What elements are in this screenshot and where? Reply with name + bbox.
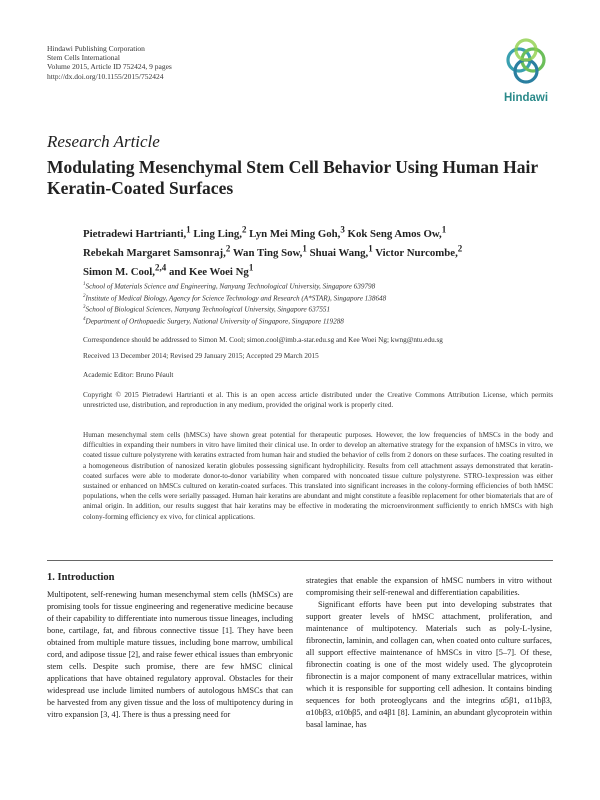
copyright-notice: Copyright © 2015 Pietradewi Hartrianti et al. This is an open access article distributed under the Creative Commons Attribution License, which permits unrestricted use, distribution, and reproduction in any medium, provided the original work is properly cited. (83, 391, 553, 410)
affiliation: $^2$Institute of Medical Biology, Agency for Science Technology and Research (A*STAR), Singapore 138648 (83, 293, 387, 303)
paragraph: Multipotent, self-renewing human mesenchymal stem cells (hMSCs) are promising tools for tissue engineering and regenerative medicine because of their capability to differentiate into numerous tissue lineages, including bone, cartilage, fat, and fibrous connective tissue [1]. They have been obtained from multiple mature tissues, including bone marrow, umbilical cord, and adipose tissue [2], and raise fewer ethical issues than embryonic stem cells. Despite such promise, there are few hMSC clinical applications that have obtained regulatory approval. Obstacles for their widespread use include limited numbers of autologous hMSCs that can be harvested from any given tissue and the loss of multipotency during in vitro expansion [3, 4]. There is thus a pressing need for (47, 590, 293, 719)
abstract: Human mesenchymal stem cells (hMSCs) have shown great potential for therapeutic purposes. However, the low frequencies of hMSCs in the body and difficulties in expanding their numbers in vitro have limited their clinical use. In order to develop an alternative strategy for the expansion of hMSCs in vitro, we coated tissue culture polystyrene with keratins extracted from human hair and studied the behavior of cells from 2 donors on these surfaces. The coating resulted in a homogeneous distribution of nanosized keratin globules possessing significant hydrophilicity. Results from cell attachment assays demonstrated that keratin-coated surfaces were able to moderate donor-to-donor variability when compared with noncoated tissue culture polystyrene. STRO-1expression was either sustained or enhanced on hMSCs cultured on keratin-coated surfaces. This translated into significant increases in the colony-forming efficiencies of both hMSC populations, when the cells were serially passaged. Human hair keratins are abundant and might constitute a feasible replacement for other biomaterials that are of animal origin. In addition, our results suggest that hair keratins may be effective in moderating the microenvironment sufficiently to enrich hMSCs with high colony-forming efficiency ex vivo, for clinical applications. (83, 431, 553, 521)
paragraph: strategies that enable the expansion of hMSC numbers in vitro without compromising their self-renewal and differentiation capabilities. (306, 576, 552, 597)
publication-dates: Received 13 December 2014; Revised 29 January 2015; Accepted 29 March 2015 (83, 352, 319, 360)
affiliations (83, 280, 553, 327)
affiliation: $^4$Department of Orthopaedic Surgery, National University of Singapore, Singapore 119288 (83, 317, 344, 326)
journal-header (47, 44, 172, 81)
body-column-left (47, 589, 293, 721)
author: Simon M. Cool,$^{2,4}$ (83, 262, 167, 278)
author: Ling Ling,$^2$ (193, 224, 247, 240)
publisher-name: Hindawi Publishing Corporation (47, 44, 145, 53)
author: Victor Nurcombe,$^2$ (375, 243, 463, 259)
hindawi-logo-text: Hindawi (503, 92, 549, 104)
volume-line: Volume 2015, Article ID 752424, 9 pages (47, 62, 172, 72)
author: Wan Ting Sow,$^1$ (232, 243, 307, 259)
doi-link[interactable]: http://dx.doi.org/10.1155/2015/752424 (47, 71, 164, 81)
article-type: Research Article (47, 132, 160, 151)
body-column-right (306, 575, 552, 731)
author: and Kee Woei Ng$^1$ (168, 262, 254, 278)
author: Rebekah Margaret Samsonraj,$^2$ (83, 243, 231, 259)
article-title: Modulating Mesenchymal Stem Cell Behavior Using Human Hair Keratin-Coated Surfaces (47, 157, 538, 198)
section-divider (47, 560, 553, 561)
correspondence: Correspondence should be addressed to Simon M. Cool; simon.cool@imb.a-star.edu.sg and Kee Woei Ng; kwng@ntu.edu.sg (83, 336, 443, 344)
section-heading: 1. Introduction (47, 572, 115, 583)
author: Kok Seng Amos Ow,$^1$ (347, 224, 447, 240)
academic-editor: Academic Editor: Bruno Péault (83, 371, 174, 379)
author: Shuai Wang,$^1$ (309, 243, 373, 259)
paragraph: Significant efforts have been put into developing substrates that support greater levels of hMSC attachment, proliferation, and maintenance of multipotency. Materials such as poly-L-lysine, fibronectin, laminin, and collagen can, when coated onto culture surfaces, all support effective maintenance of hMSCs in vitro [5–7]. Of these, fibronectin coating is one of the most widely used. The glycoprotein fibronectin is a major component of many extracellular matrices, within which it is responsible for supporting cell adhesion. It contains binding sequences for both proteoglycans and the integrins α5β1, α11bβ3, α10bβ3, α10bβ5, and α4β1 [8]. Laminin, an abundant glycoprotein within basal laminae, has (306, 600, 552, 729)
journal-name: Stem Cells International (47, 53, 120, 63)
author-list (83, 222, 533, 279)
author: Lyn Mei Ming Goh,$^3$ (249, 224, 345, 240)
affiliation: $^3$School of Biological Sciences, Nanyang Technological University, Singapore 637551 (83, 305, 331, 314)
author: Pietradewi Hartrianti,$^1$ (83, 224, 191, 240)
affiliation: $^1$School of Materials Science and Engineering, Nanyang Technological University, Singapore 639798 (83, 282, 376, 291)
